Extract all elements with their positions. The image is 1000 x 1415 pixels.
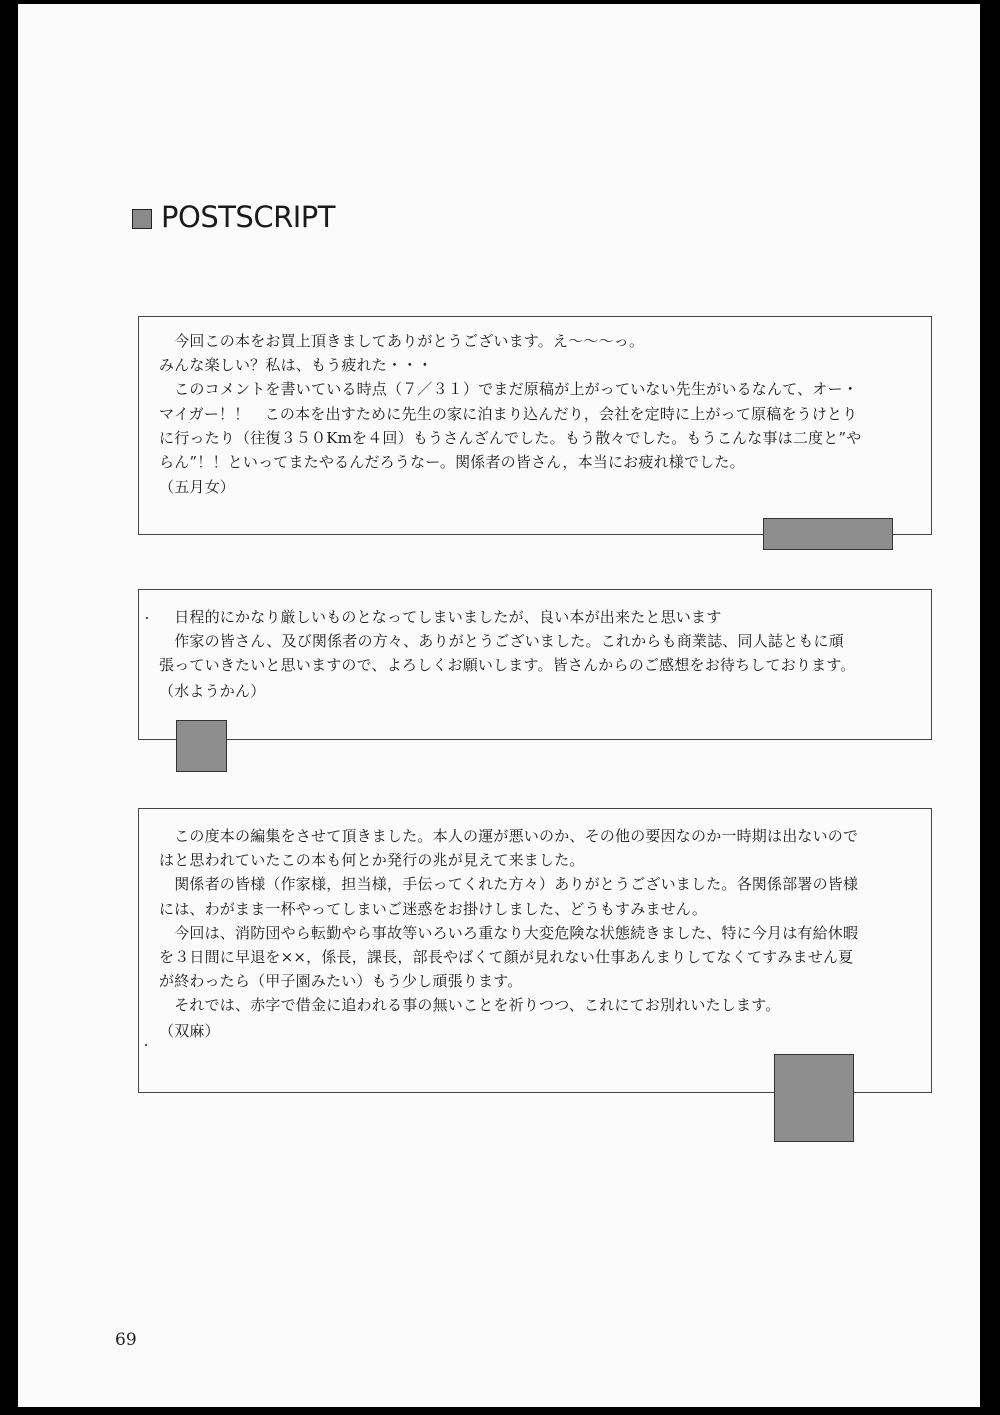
author-signature: （双麻） — [159, 1021, 220, 1040]
comment-line: 今回は、消防団やら転勤やら事故等いろいろ重なり大変危険な状態続きました、特に今月は有給休暇 — [159, 923, 859, 942]
comment-line: を３日間に早退を××，係長，課長，部長やばくて顔が見れない仕事あんまりしてなくてすみません夏 — [159, 948, 854, 967]
gray-tag-patch — [774, 1054, 854, 1142]
comment-line: みんな楽しい？私は、もう疲れた・・・ — [159, 356, 433, 375]
comment-line: 作家の皆さん、及び関係者の方々、ありがとうございました。これからも商業誌、同人誌ともに頑 — [159, 632, 844, 651]
section-header — [132, 200, 335, 234]
comment-line: が終わったら（甲子園みたい）もう少し頑張ります。 — [159, 972, 523, 991]
author-signature: （水ようかん） — [159, 681, 266, 700]
comment-line: それでは、赤字で借金に追われる事の無いことを祈りつつ、これにてお別れいたします。 — [159, 996, 781, 1015]
comment-box-1 — [138, 316, 932, 535]
comment-line: この度本の編集をさせて頂きました。本人の運が悪いのか、その他の要因なのか一時期は出ないので — [159, 827, 859, 845]
comment-line: 張っていきたいと思いますので、よろしくお願いします。皆さんからのご感想をお待ちしております。 — [159, 656, 856, 675]
speck — [146, 617, 148, 619]
comment-line: 今回この本をお買上頂きましてありがとうございます。え〜〜〜っ。 — [159, 332, 645, 350]
speck — [145, 1044, 147, 1046]
page-title: POSTSCRIPT — [161, 200, 335, 234]
gray-tag-patch — [176, 720, 227, 772]
author-signature: （五月女） — [159, 478, 236, 497]
comment-line: には、わがまま一杯やってしまいご迷惑をお掛けしました、どうもすみません。 — [159, 899, 708, 918]
page-number: 69 — [115, 1330, 137, 1350]
comment-line: このコメントを書いている時点（７／３１）でまだ原稿が上がっていない先生がいるなんて、オー・ — [159, 380, 858, 399]
comment-line: 関係者の皆様（作家様，担当様，手伝ってくれた方々）ありがとうございました。各関係部署の皆様 — [159, 875, 859, 894]
comment-line: 日程的にかなり厳しいものとなってしまいましたが、良い本が出来たと思います — [159, 608, 722, 626]
comment-box-3 — [138, 808, 932, 1093]
comment-line: に行ったり（往復３５０Kmを４回）もうさんざんでした。もう散々でした。もうこんな事は二度と”や — [159, 428, 862, 447]
comment-box-2 — [138, 589, 932, 740]
comment-line: はと思われていたこの本も何とか発行の兆が見えて来ました。 — [159, 851, 585, 870]
gray-tag-patch — [763, 518, 893, 550]
comment-line: らん”！！といってまたやるんだろうなー。関係者の皆さん，本当にお疲れ様でした。 — [159, 453, 745, 472]
comment-line: マイガー！！ この本を出すために先生の家に泊まり込んだり，会社を定時に上がって原稿をうけとり — [159, 404, 858, 423]
gray-square-icon — [132, 209, 152, 229]
